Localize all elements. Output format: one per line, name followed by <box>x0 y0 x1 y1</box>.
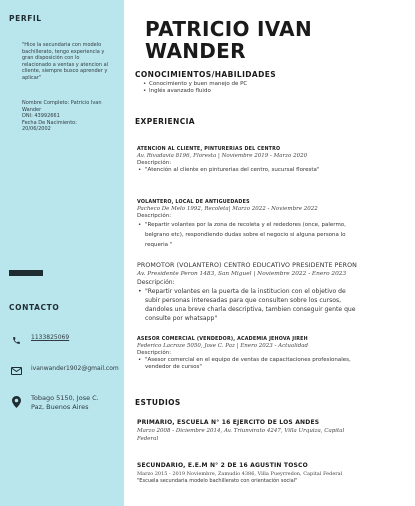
skills-list <box>143 81 408 95</box>
job-bullets <box>137 167 409 174</box>
contact-address <box>9 394 99 412</box>
experience-title: EXPERIENCIA <box>135 117 195 126</box>
study-meta: Marzo 2008 - Diciembre 2014, Av. Triunvirato 4247, Villa Urquiza, Capital <box>137 428 345 434</box>
job-bullet-line: • "Repartir volantes por la zona de recoleta y el rededores (once, palermo, <box>145 222 346 228</box>
contact-heading: CONTACTO <box>9 303 60 312</box>
personal-info-line: Nombre Completo: Patricio Ivan <box>22 100 102 106</box>
contact-phone <box>9 334 69 346</box>
job-bullet: • "Atención al cliente en pinturerias del centro, sucursal floresta" <box>137 167 409 174</box>
job-bullet-line: • "Asesor comercial en el equipo de ventas de capacitaciones profesionales, <box>145 357 351 363</box>
job-bullets <box>137 357 409 371</box>
study-title: SECUNDARIO, E.E.M N° 2 DE 16 AGUSTIN TOSCO <box>137 462 308 469</box>
study-note: "Escuela secundaria modelo bachillerato con orientación social" <box>137 478 298 484</box>
job-meta: Federico Lacroze 5050, Jose C. Paz | Enero 2023 - Actualidad <box>137 343 309 349</box>
job-bullet-line: consulte por whatsapp" <box>145 315 218 322</box>
address-line: Tobago 5150, Jose C. <box>31 394 99 402</box>
personal-info-line: 20/06/2002 <box>22 126 51 132</box>
job-desc-label: Descripción: <box>137 213 172 219</box>
email-text[interactable]: ivanwander1902@gmail.com <box>31 365 119 372</box>
job-bullet-line: dandoles una breve charla descriptiva, tambien conseguir gente que <box>145 306 356 313</box>
profile-text <box>22 42 120 81</box>
studies-title: ESTUDIOS <box>135 398 181 407</box>
job-entry <box>137 262 409 323</box>
study-title: PRIMARIO, ESCUELA N° 16 EJERCITO DE LOS ANDES <box>137 419 320 426</box>
job-bullet-line: subir personas interesadas para que consulten sobre los cursos, <box>145 297 342 304</box>
study-entry <box>137 462 409 485</box>
job-bullet <box>137 287 409 323</box>
address-line: Paz, Buenos Aires <box>31 403 89 411</box>
job-bullet-line: requeria " <box>145 242 173 248</box>
job-desc-label: Descripción: <box>137 279 175 286</box>
profile-text-line: gran disposición con lo <box>22 55 80 61</box>
job-entry <box>137 146 409 174</box>
job-bullets <box>137 287 409 323</box>
job-title: ASESOR COMERCIAL (VENDEDOR), ACADEMIA JEHOVA JIREH <box>137 337 308 342</box>
job-bullet-line: • "Repartir volantes en la puerta de la institucion con el objetivo de <box>145 288 346 295</box>
job-title: ATENCION AL CLIENTE, PINTURERIAS DEL CENTRO <box>137 147 281 152</box>
skill-item: • Inglés avanzado fluido <box>143 88 408 95</box>
job-title: VOLANTERO, LOCAL DE ANTIGUEDADES <box>137 200 250 205</box>
profile-text-line: cliente, siempre busco aprender y <box>22 68 108 74</box>
profile-text-line: "Hice la secundaria con modelo <box>22 42 102 48</box>
job-bullets <box>137 220 409 250</box>
personal-info-line: Wander <box>22 106 42 113</box>
profile-text-line: relacionado a ventas y atencion al <box>22 61 109 68</box>
study-meta: Marzo 2015 - 2019 Noviembre, Zamudio 4386, Villa Pueyrredon, Capital Federal <box>137 471 343 477</box>
job-entry <box>137 336 409 371</box>
phone-link[interactable]: 1133825069 <box>31 334 70 341</box>
skills-title: CONOCIMIENTOS/HABILIDADES <box>135 70 277 79</box>
phone-icon <box>9 334 23 346</box>
job-desc-label: Descripción: <box>137 160 172 166</box>
profile-text-line: aplicar" <box>22 74 42 81</box>
decorative-bar <box>9 270 43 276</box>
candidate-name <box>145 18 410 62</box>
skill-item: • Conocimiento y buen manejo de PC <box>143 81 408 88</box>
contact-email <box>9 365 119 377</box>
name-line: WANDER <box>145 39 246 63</box>
job-entry <box>137 199 409 250</box>
job-bullet-line: belgrano etc), respondiendo dudas sobre el negocio si alguna persona lo <box>145 232 346 238</box>
job-bullet <box>137 357 409 371</box>
job-bullet <box>137 220 409 250</box>
personal-info-line: Fecha De Nacimiento: <box>22 119 77 126</box>
job-meta: Av. Rivadavia 8196, Floresta | Noviembre 2019 - Marzo 2020 <box>137 153 308 159</box>
study-entry <box>137 419 409 443</box>
job-desc-label: Descripción: <box>137 350 172 356</box>
personal-info <box>22 100 120 133</box>
job-meta: Pacheco De Melo 1992, Recoleta| Marzo 2022 - Noviembre 2022 <box>137 206 318 212</box>
personal-info-line: DNI: 43992661 <box>22 113 60 119</box>
job-title: PROMOTOR (VOLANTERO) CENTRO EDUCATIVO PRESIDENTE PERON <box>137 262 357 269</box>
mail-icon <box>9 365 23 377</box>
name-line: PATRICIO IVAN <box>145 17 312 41</box>
job-bullet-line: vendedor de cursos" <box>145 364 202 370</box>
location-pin-icon <box>9 394 23 410</box>
study-meta: Federal <box>137 436 159 442</box>
profile-heading: PERFIL <box>9 14 42 23</box>
job-meta: Av. Presidente Peron 1483, San Miguel | Noviembre 2022 - Enero 2023 <box>137 271 347 277</box>
profile-text-line: bachillerato, tengo experiencia y <box>22 48 105 55</box>
